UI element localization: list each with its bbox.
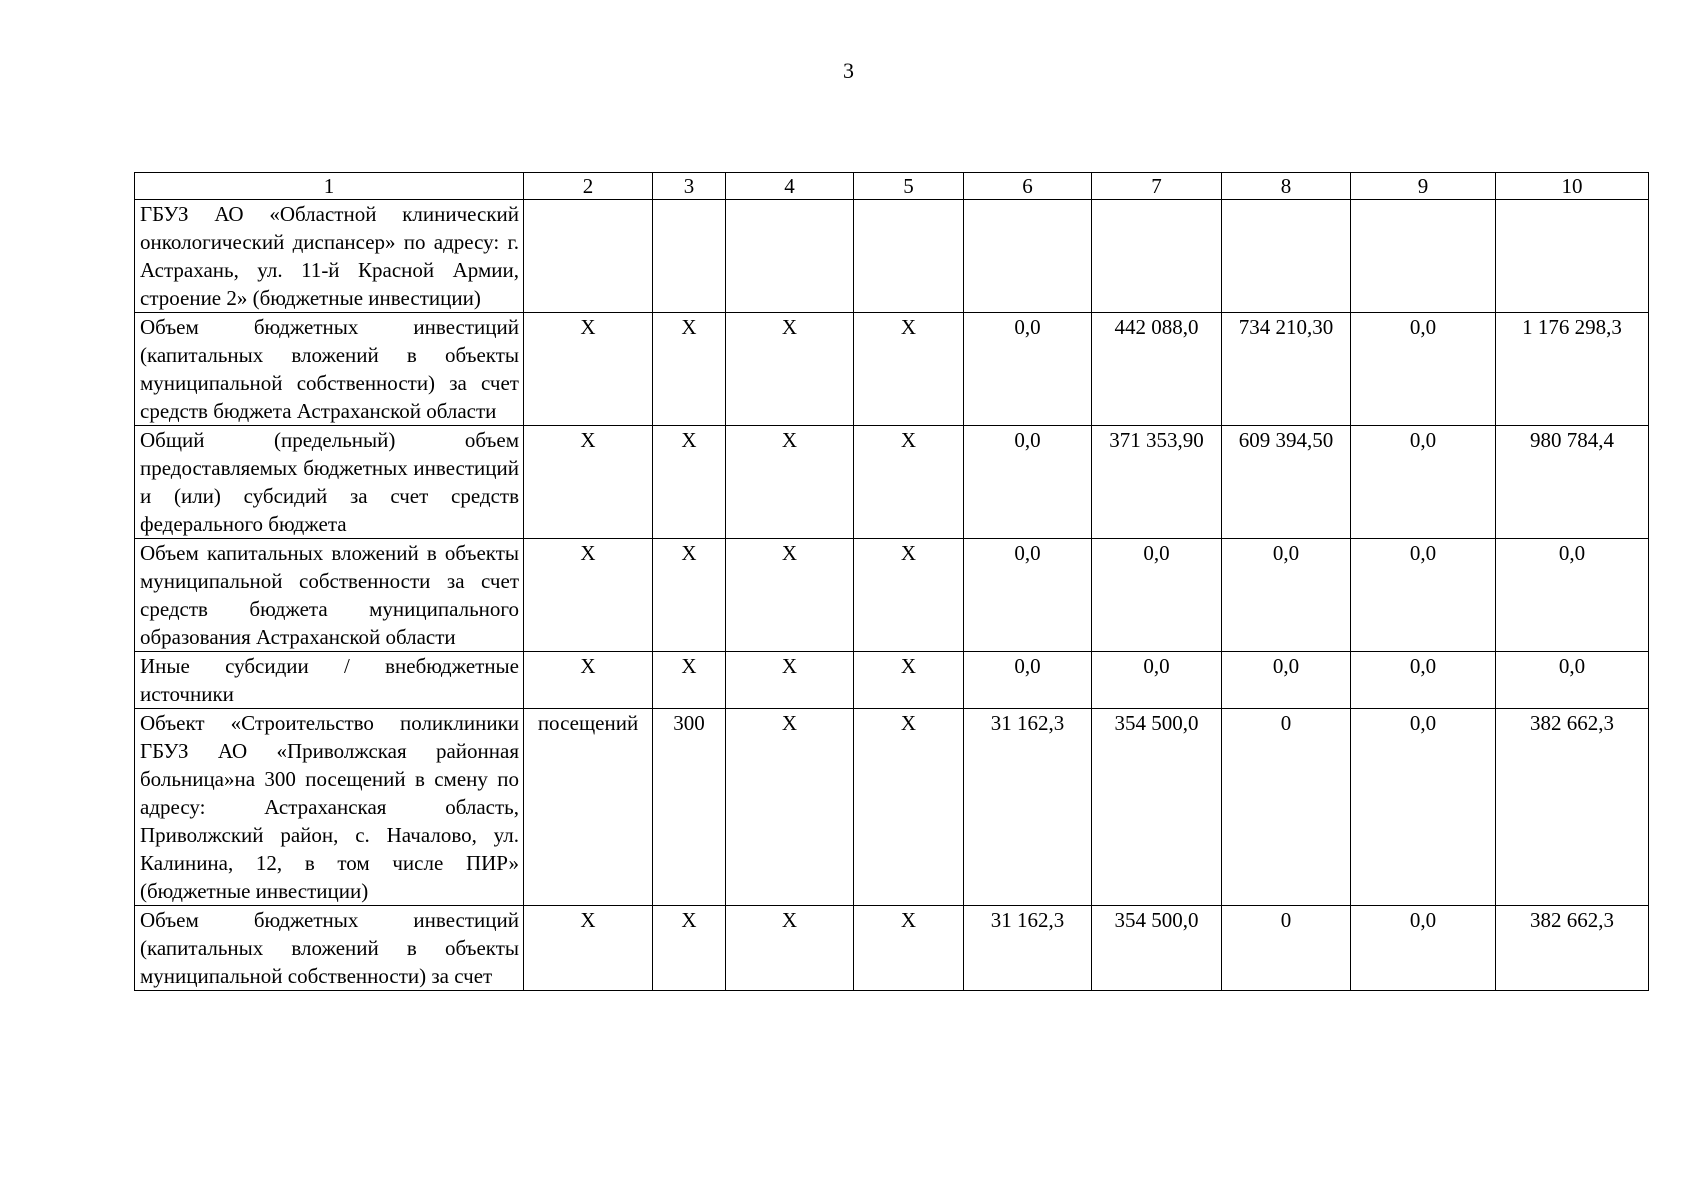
table-cell: 0 bbox=[1222, 906, 1351, 991]
table-cell: 0,0 bbox=[1351, 906, 1496, 991]
table-cell: X bbox=[653, 313, 726, 426]
row-description: Объем бюджетных инвестиций (капитальных вложений в объекты муниципальной собственности) за счет средств бюджета Астраханской области bbox=[135, 313, 524, 426]
table-cell: 0,0 bbox=[1351, 426, 1496, 539]
row-description: ГБУЗ АО «Областной клинический онкологический диспансер» по адресу: г. Астрахань, ул. 11-й Красной Армии, строение 2» (бюджетные инвестиции) bbox=[135, 200, 524, 313]
table-cell: X bbox=[653, 652, 726, 709]
table-cell: X bbox=[726, 652, 854, 709]
table-cell: X bbox=[653, 906, 726, 991]
table-cell: X bbox=[726, 539, 854, 652]
table-cell: 1 176 298,3 bbox=[1496, 313, 1649, 426]
table-cell bbox=[726, 200, 854, 313]
table-cell: X bbox=[854, 709, 964, 906]
table-row bbox=[135, 652, 1649, 709]
table-cell: X bbox=[854, 652, 964, 709]
row-description: Объем капитальных вложений в объекты муниципальной собственности за счет средств бюджета муниципального образования Астраханской области bbox=[135, 539, 524, 652]
table-cell: 382 662,3 bbox=[1496, 709, 1649, 906]
table-cell: X bbox=[854, 426, 964, 539]
row-description: Иные субсидии / внебюджетные источники bbox=[135, 652, 524, 709]
table-cell: 442 088,0 bbox=[1092, 313, 1222, 426]
row-description: Объект «Строительство поликлиники ГБУЗ АО «Приволжская районная больница»на 300 посещений в смену по адресу: Астраханская область, Приволжский район, с. Началово, ул. Калинина, 12, в том числе ПИР» (бюджетные инвестиции) bbox=[135, 709, 524, 906]
table-cell: 371 353,90 bbox=[1092, 426, 1222, 539]
table-row bbox=[135, 906, 1649, 991]
table-cell: X bbox=[726, 313, 854, 426]
table-cell: 0,0 bbox=[964, 313, 1092, 426]
table-cell bbox=[1351, 200, 1496, 313]
table-cell: 0,0 bbox=[1351, 652, 1496, 709]
column-header: 7 bbox=[1092, 173, 1222, 200]
table-cell: 0,0 bbox=[1222, 652, 1351, 709]
table-cell: X bbox=[524, 652, 653, 709]
table-row bbox=[135, 539, 1649, 652]
row-description: Объем бюджетных инвестиций (капитальных вложений в объекты муниципальной собственности) за счет bbox=[135, 906, 524, 991]
table-cell: X bbox=[726, 906, 854, 991]
table-cell: X bbox=[854, 313, 964, 426]
table-row bbox=[135, 313, 1649, 426]
table-cell: 0,0 bbox=[1496, 539, 1649, 652]
table-cell: 300 bbox=[653, 709, 726, 906]
table-cell: 354 500,0 bbox=[1092, 709, 1222, 906]
table-cell: 31 162,3 bbox=[964, 906, 1092, 991]
row-description: Общий (предельный) объем предоставляемых бюджетных инвестиций и (или) субсидий за счет средств федерального бюджета bbox=[135, 426, 524, 539]
table-cell: 734 210,30 bbox=[1222, 313, 1351, 426]
table-cell: 354 500,0 bbox=[1092, 906, 1222, 991]
table-cell: X bbox=[726, 426, 854, 539]
column-header: 9 bbox=[1351, 173, 1496, 200]
table-cell: 0,0 bbox=[1351, 313, 1496, 426]
column-header: 1 bbox=[135, 173, 524, 200]
table-cell: X bbox=[524, 426, 653, 539]
table-cell: 0,0 bbox=[964, 539, 1092, 652]
budget-table bbox=[134, 172, 1649, 991]
table-cell: X bbox=[524, 539, 653, 652]
table-cell: 0,0 bbox=[1496, 652, 1649, 709]
column-header: 8 bbox=[1222, 173, 1351, 200]
table-cell: посещений bbox=[524, 709, 653, 906]
table-cell bbox=[524, 200, 653, 313]
table-cell: 0,0 bbox=[1092, 652, 1222, 709]
table-cell: X bbox=[726, 709, 854, 906]
table-cell: 0,0 bbox=[1092, 539, 1222, 652]
table-cell: X bbox=[524, 906, 653, 991]
table-cell: X bbox=[524, 313, 653, 426]
column-header: 2 bbox=[524, 173, 653, 200]
table-cell bbox=[1092, 200, 1222, 313]
column-header: 4 bbox=[726, 173, 854, 200]
table-row bbox=[135, 200, 1649, 313]
table-cell: 0 bbox=[1222, 709, 1351, 906]
table-cell: X bbox=[854, 906, 964, 991]
column-header: 6 bbox=[964, 173, 1092, 200]
table-cell: 31 162,3 bbox=[964, 709, 1092, 906]
table-cell: 609 394,50 bbox=[1222, 426, 1351, 539]
table-cell bbox=[653, 200, 726, 313]
table-cell bbox=[1222, 200, 1351, 313]
table-cell: 0,0 bbox=[964, 426, 1092, 539]
table-cell: X bbox=[653, 426, 726, 539]
column-header: 10 bbox=[1496, 173, 1649, 200]
table-cell bbox=[964, 200, 1092, 313]
column-header: 3 bbox=[653, 173, 726, 200]
table-cell: 0,0 bbox=[1222, 539, 1351, 652]
table-cell: 0,0 bbox=[964, 652, 1092, 709]
table-cell bbox=[854, 200, 964, 313]
table-cell: 0,0 bbox=[1351, 709, 1496, 906]
table-cell: X bbox=[854, 539, 964, 652]
table-cell: X bbox=[653, 539, 726, 652]
table-cell: 0,0 bbox=[1351, 539, 1496, 652]
table-cell bbox=[1496, 200, 1649, 313]
table-cell: 382 662,3 bbox=[1496, 906, 1649, 991]
table-row bbox=[135, 426, 1649, 539]
column-header: 5 bbox=[854, 173, 964, 200]
table-cell: 980 784,4 bbox=[1496, 426, 1649, 539]
table-row bbox=[135, 709, 1649, 906]
header-row bbox=[135, 173, 1649, 200]
page-number: 3 bbox=[843, 58, 854, 83]
